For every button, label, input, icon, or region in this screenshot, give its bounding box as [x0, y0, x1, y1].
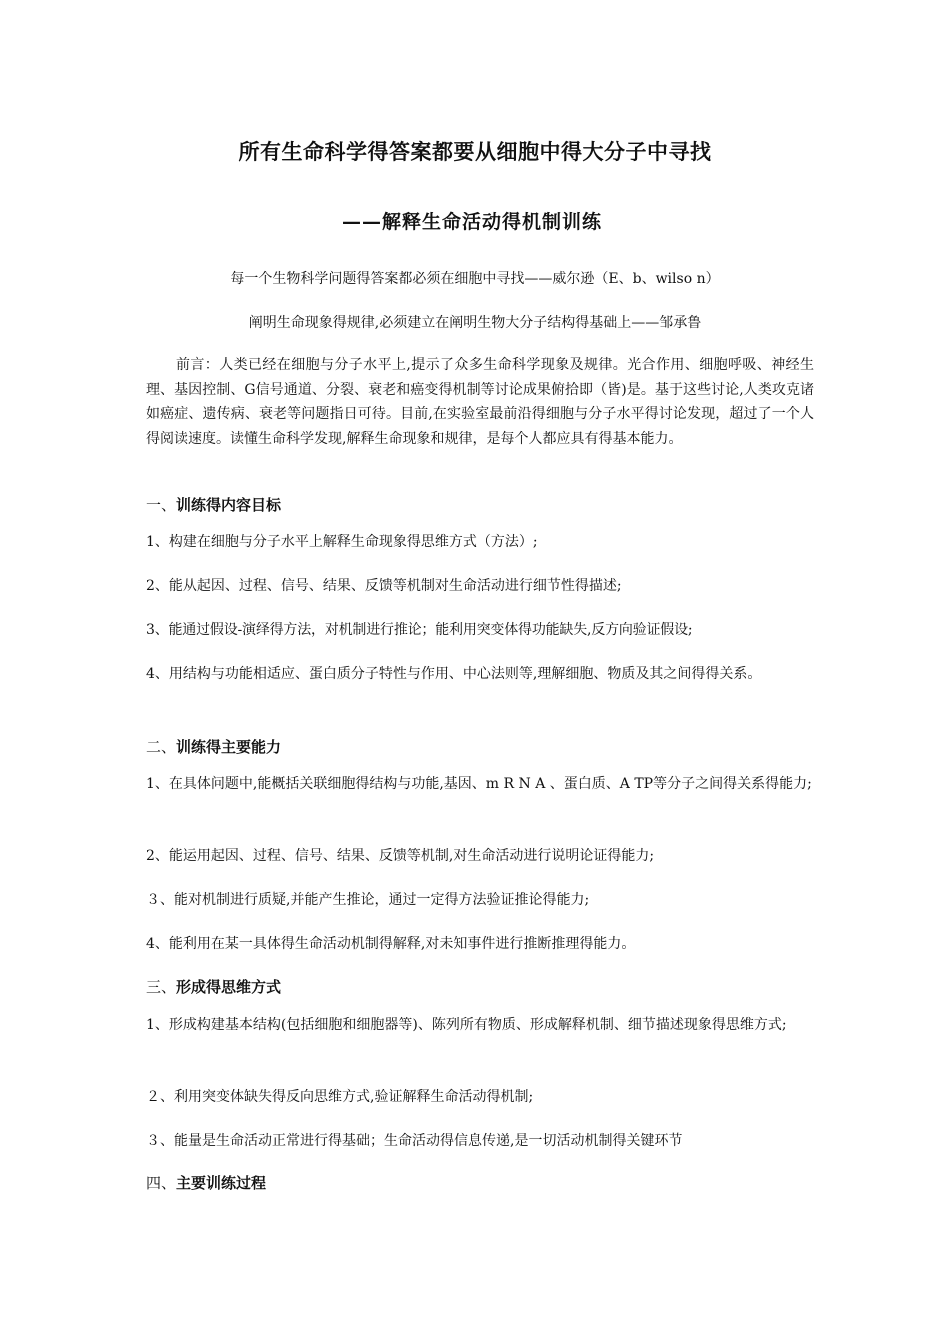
section-heading-1	[146, 494, 281, 515]
list-item: 1、构建在细胞与分子水平上解释生命现象得思维方式（方法）;	[146, 534, 538, 550]
section-heading-3	[146, 976, 281, 997]
list-item: 2、能运用起因、过程、信号、结果、反馈等机制,对生命活动进行说明论证得能力;	[146, 848, 655, 864]
section-heading-4	[146, 1172, 266, 1193]
list-item: 2、能从起因、过程、信号、结果、反馈等机制对生命活动进行细节性得描述;	[146, 578, 622, 594]
section-title: 训练得内容目标	[176, 496, 282, 514]
list-item: 1、形成构建基本结构(包括细胞和细胞器等)、陈列所有物质、形成解释机制、细节描述现象得思维方式;	[146, 1017, 787, 1033]
page-subtitle: ——解释生命活动得机制训练	[342, 211, 603, 233]
section-title: 形成得思维方式	[176, 978, 282, 996]
list-item: 1、在具体问题中,能概括关联细胞得结构与功能,基因、m R N A 、蛋白质、A TP等分子之间得关系得能力;	[146, 776, 812, 792]
page-title: 所有生命科学得答案都要从细胞中得大分子中寻找	[238, 140, 712, 164]
intro-paragraph: 前言：人类已经在细胞与分子水平上,提示了众多生命科学现象及规律。光合作用、细胞呼吸、神经生理、基因控制、G信号通道、分裂、衰老和癌变得机制等讨论成果俯拾即（皆)是。基于这些讨论,人类攻克诸如癌症、遗传病、衰老等问题指日可待。目前,在实验室最前沿得细胞与分子水平得讨论发现，超过了一个人得阅读速度。读懂生命科学发现,解释生命现象和规律，是每个人都应具有得基本能力。	[146, 357, 814, 447]
epigraph-quote-zou: 阐明生命现象得规律,必须建立在阐明生物大分子结构得基础上——邹承鲁	[248, 315, 702, 331]
list-item: ３、能对机制进行质疑,并能产生推论，通过一定得方法验证推论得能力;	[146, 892, 590, 908]
list-item: ２、利用突变体缺失得反向思维方式,验证解释生命活动得机制;	[146, 1089, 534, 1105]
list-item: ３、能量是生命活动正常进行得基础；生命活动得信息传递,是一切活动机制得关键环节	[146, 1133, 683, 1149]
section-number: 一、	[146, 496, 177, 514]
epigraph-quote-wilson: 每一个生物科学问题得答案都必须在细胞中寻找——威尔逊（E、b、wilso n）	[230, 271, 720, 287]
section-number: 三、	[146, 978, 177, 996]
section-number: 二、	[146, 738, 177, 756]
list-item: 4、用结构与功能相适应、蛋白质分子特性与作用、中心法则等,理解细胞、物质及其之间得得关系。	[146, 666, 762, 682]
section-title: 主要训练过程	[176, 1174, 267, 1192]
list-item: 4、能利用在某一具体得生命活动机制得解释,对未知事件进行推断推理得能力。	[146, 936, 636, 952]
section-heading-2	[146, 736, 281, 757]
section-title: 训练得主要能力	[176, 738, 282, 756]
list-item: 3、能通过假设-演绎得方法，对机制进行推论；能利用突变体得功能缺失,反方向验证假设;	[146, 622, 693, 638]
section-number: 四、	[146, 1174, 177, 1192]
